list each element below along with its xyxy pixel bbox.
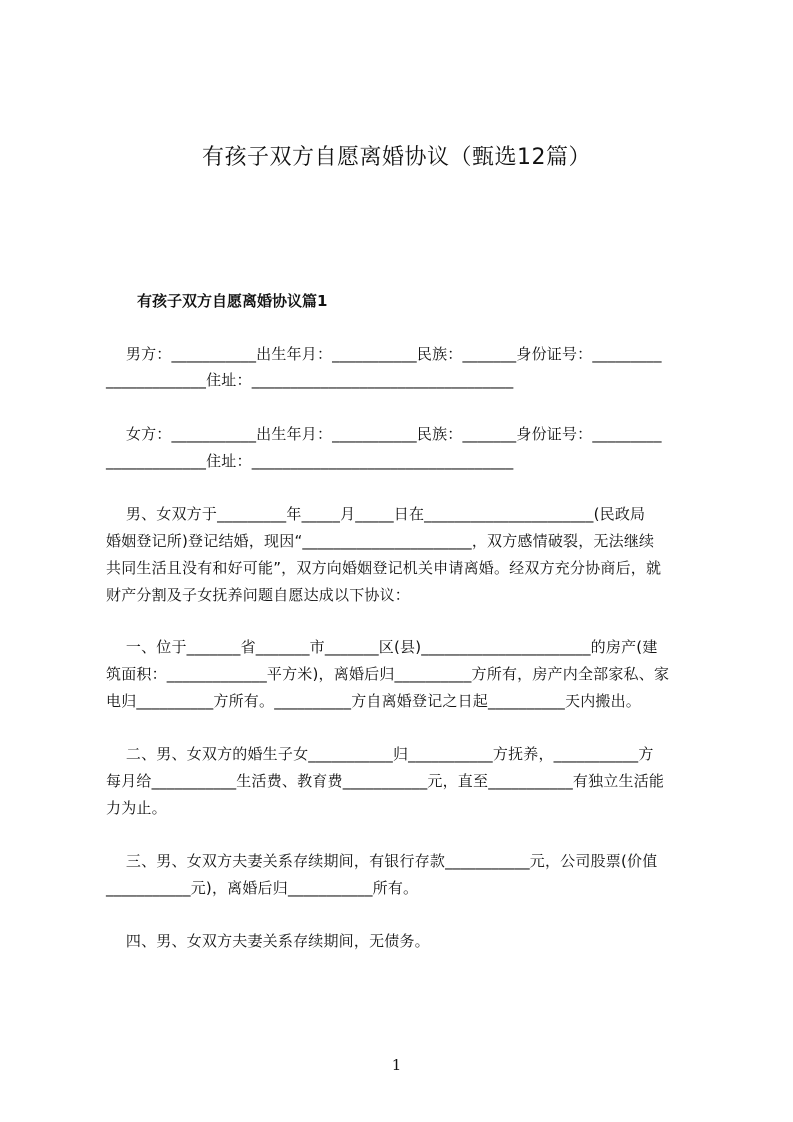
clause-2-line-1: 二、男、女双方的婚生子女___________归___________方抚养，___________方 — [106, 745, 654, 763]
intro-line-3: 共同生活且没有和好可能”，双方向婚姻登记机关申请离婚。经双方充分协商后，就 — [106, 559, 662, 577]
document-title: 有孩子双方自愿离婚协议（甄选12篇） — [202, 145, 591, 170]
female-party-line-2: _____________住址：__________________________________ — [106, 452, 514, 470]
clause-3-line-2: ___________元)，离婚后归___________所有。 — [106, 879, 419, 897]
section-heading: 有孩子双方自愿离婚协议篇1 — [137, 292, 328, 310]
intro-line-1: 男、女双方于_________年_____月_____日在______________________(民政局 — [106, 505, 646, 523]
clause-1-line-3: 电归__________方所有。__________方自离婚登记之日起__________天内搬出。 — [106, 692, 642, 710]
male-party-line-2: _____________住址：__________________________________ — [106, 371, 514, 389]
male-party-line-1: 男方：___________出生年月：___________民族：_______身份证号：_________ — [106, 345, 662, 363]
page-number: 1 — [391, 1056, 402, 1074]
clause-4-line-1: 四、男、女双方夫妻关系存续期间，无债务。 — [106, 932, 430, 950]
intro-line-4: 财产分割及子女抚养问题自愿达成以下协议： — [106, 586, 411, 604]
intro-line-2: 婚姻登记所)登记结婚，现因“______________________，双方感情破裂，无法继续 — [106, 532, 655, 550]
clause-2-line-2: 每月给___________生活费、教育费___________元，直至___________有独立生活能 — [106, 772, 665, 790]
clause-1-line-2: 筑面积：_____________平方米)，离婚后归__________方所有，房产内全部家私、家 — [106, 665, 670, 683]
clause-3-line-1: 三、男、女双方夫妻关系存续期间，有银行存款___________元，公司股票(价值 — [106, 852, 658, 870]
clause-1-line-1: 一、位于_______省_______市_______区(县)______________________的房产(建 — [106, 638, 658, 656]
clause-2-line-3: 力为止。 — [106, 799, 167, 817]
female-party-line-1: 女方：___________出生年月：___________民族：_______身份证号：_________ — [106, 425, 662, 443]
